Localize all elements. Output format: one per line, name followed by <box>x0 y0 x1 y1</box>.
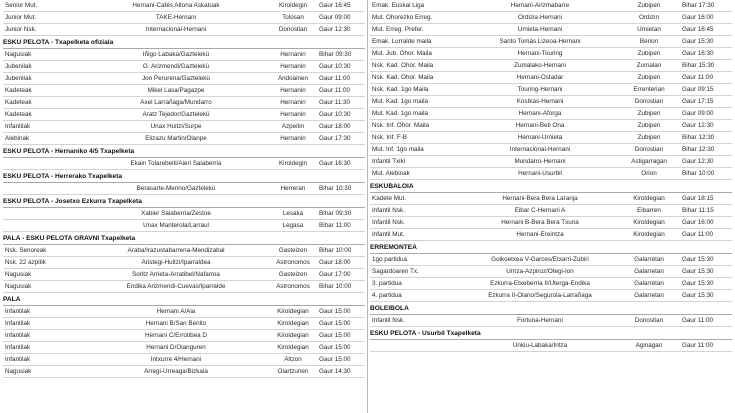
time-cell: Gaur 09:00 <box>319 14 351 21</box>
category-cell: Infantilak <box>5 123 31 130</box>
time-cell: Gaur 11:00 <box>319 87 351 94</box>
schedule-row <box>3 354 365 366</box>
schedule-row <box>370 72 732 84</box>
schedule-row <box>3 73 365 85</box>
venue-cell: Kiroldegian <box>277 344 309 351</box>
match-cell: Urriza-Azpiroz/Otegi-Ion <box>506 268 574 275</box>
time-cell: Bihar 09:30 <box>319 210 352 217</box>
time-cell: Bihar 15:30 <box>682 62 715 69</box>
category-cell: Mut. Ohorezko Erreg. <box>372 14 433 21</box>
venue-cell: Donostian <box>278 26 308 33</box>
venue-cell: Herreran <box>280 185 306 192</box>
section-header: ESKU PELOTA - Txapelketa ofiziala <box>3 36 365 49</box>
category-cell: Infantilak <box>5 356 31 363</box>
venue-cell: Oiartzunen <box>277 368 309 375</box>
schedule-row <box>370 84 732 96</box>
match-cell: Elizazu Martin/Olanpe <box>145 135 207 142</box>
time-cell: Gaur 17:00 <box>319 271 351 278</box>
schedule-right-column <box>370 0 732 413</box>
time-cell: Gaur 15:00 <box>319 320 351 327</box>
category-cell: Nsk. Inf. F-B <box>372 134 407 141</box>
match-cell: Hernani-Touring <box>517 50 563 57</box>
venue-cell: Kiroldegian <box>633 231 665 238</box>
schedule-row <box>3 245 365 257</box>
venue-cell: Donostian <box>634 146 664 153</box>
schedule-row <box>3 208 365 220</box>
schedule-row <box>370 12 732 24</box>
schedule-row <box>3 158 365 170</box>
venue-cell: Errenterian <box>633 86 665 93</box>
category-cell: Infantil Mut. <box>372 231 405 238</box>
venue-cell: Donostian <box>634 98 664 105</box>
match-cell: G. Arizmendi/Gaztelekü <box>142 63 210 70</box>
match-cell: Hernani-Urnieta <box>517 134 563 141</box>
venue-cell: Orion <box>641 170 657 177</box>
section-header: ESKUBALOIA <box>370 180 732 193</box>
category-cell: Nagusiak <box>5 271 32 278</box>
time-cell: Gaur 15:30 <box>682 256 714 263</box>
match-cell: Ordizia-Hernani <box>517 14 563 21</box>
schedule-row <box>370 193 732 205</box>
venue-cell: Zubipen <box>637 2 661 9</box>
category-cell: Kadeteak <box>5 99 32 106</box>
match-cell: Intxurre 4/Hernani <box>150 356 202 363</box>
match-cell: Hernani D/Oianguren <box>146 344 206 351</box>
schedule-row <box>370 168 732 180</box>
schedule-row <box>3 121 365 133</box>
time-cell: Gaur 18:00 <box>319 123 351 130</box>
category-cell: Infantilak <box>5 308 31 315</box>
venue-cell: Hernanin <box>280 135 306 142</box>
time-cell: Bihar 12:30 <box>682 134 715 141</box>
schedule-row <box>370 120 732 132</box>
match-cell: Internacional-Hernani <box>145 26 207 33</box>
venue-cell: Gasteizen <box>278 247 308 254</box>
venue-cell: Lesaka <box>282 210 304 217</box>
schedule-row <box>3 269 365 281</box>
venue-cell: Galarretan <box>634 268 664 275</box>
match-cell: Unax Manterola/Larraul <box>143 222 209 229</box>
schedule-row <box>3 109 365 121</box>
schedule-row <box>3 318 365 330</box>
category-cell: Infantil Nsk. <box>372 317 405 324</box>
schedule-row <box>3 85 365 97</box>
time-cell: Gaur 15:30 <box>682 268 714 275</box>
time-cell: Gaur 10:30 <box>319 111 351 118</box>
match-cell: Urnieta-Hernani <box>517 26 563 33</box>
time-cell: Bihar 12:30 <box>682 146 715 153</box>
match-cell: Ezkurra II-Olano/Segurola-Larrañaga <box>488 292 592 299</box>
venue-cell: Zubipen <box>637 110 661 117</box>
match-cell: Mikel Lasa/Pagazpe <box>147 87 205 94</box>
venue-cell: Urnietan <box>637 26 661 33</box>
category-cell: Mut. Kad. 1go maila <box>372 98 429 105</box>
venue-cell: Eibarren <box>637 207 661 214</box>
category-cell: Nsk. Inf. Ohor. Maila <box>372 122 430 129</box>
match-cell: Hernani-Usurbil <box>518 170 562 177</box>
schedule-row <box>370 132 732 144</box>
category-cell: Nsk. 22 azpitik <box>5 259 46 266</box>
time-cell: Gaur 16:00 <box>682 219 714 226</box>
venue-cell: Astronomos <box>276 283 310 290</box>
category-cell: Emak. Euskal Liga <box>372 2 425 9</box>
category-cell: Nsk. Senoreak <box>5 247 47 254</box>
match-cell: Hernani B/San Benito <box>145 320 207 327</box>
time-cell: Gaur 15:00 <box>319 332 351 339</box>
schedule-row <box>370 60 732 72</box>
schedule-row <box>370 254 732 266</box>
match-cell: Mundarro-Hernani <box>514 158 566 165</box>
category-cell: Infantil Nsk. <box>372 219 405 226</box>
time-cell: Gaur 18:15 <box>682 195 714 202</box>
time-cell: Gaur 11:00 <box>682 342 714 349</box>
schedule-row <box>3 366 365 378</box>
schedule-row <box>3 257 365 269</box>
match-cell: Ezkurra-Etxeberria II/Uterga-Endika <box>490 280 590 287</box>
section-header: ERREMONTEA <box>370 241 732 254</box>
time-cell: Bihar 17:30 <box>682 2 715 9</box>
time-cell: Gaur 14:30 <box>319 368 351 375</box>
match-cell: Hernani-Ereintza <box>516 231 564 238</box>
category-cell: Mut. Inf. 1go maila <box>372 146 424 153</box>
category-cell: Mut. Erreg. Prefer. <box>372 26 424 33</box>
schedule-row <box>370 36 732 48</box>
time-cell: Bihar 10:00 <box>682 170 715 177</box>
category-cell: Nsk. Kad. Ohor. Maila <box>372 62 434 69</box>
venue-cell: Zubipen <box>637 134 661 141</box>
section-header: BOLEIBOLA <box>370 302 732 315</box>
time-cell: Gaur 16:00 <box>682 14 714 21</box>
time-cell: Bihar 11:00 <box>319 222 351 229</box>
match-cell: Touring-Hernani <box>517 86 563 93</box>
category-cell: Senior Mut. <box>5 2 38 9</box>
venue-cell: Hernanin <box>280 51 306 58</box>
category-cell: Nsk. Kad. Ohor. Maila <box>372 74 434 81</box>
category-cell: Kadeteak <box>5 111 32 118</box>
section-header: ESKU PELOTA - Usurbil Txapelketa <box>370 327 732 340</box>
match-cell: Berasarte-Merino/Gaztelekü <box>136 185 216 192</box>
match-cell: Unkiu-Labaka/Intza <box>512 342 568 349</box>
section-header: ESKU PELOTA - Herrerako Txapelketa <box>3 170 365 183</box>
time-cell: Gaur 15:00 <box>319 344 351 351</box>
time-cell: Bihar 10:30 <box>319 185 352 192</box>
schedule-row <box>3 12 365 24</box>
section-header: PALA <box>3 293 365 306</box>
match-cell: Hernani-Arizmabarre <box>510 2 570 9</box>
schedule-row <box>370 205 732 217</box>
category-cell: Nsk. Kad. 1go Maila <box>372 86 429 93</box>
time-cell: Gaur 11:00 <box>319 75 351 82</box>
category-cell: Nagusiak <box>5 368 32 375</box>
schedule-row <box>370 278 732 290</box>
category-cell: 1go partidua <box>372 256 408 263</box>
schedule-row <box>3 220 365 232</box>
time-cell: Gaur 16:45 <box>682 26 714 33</box>
venue-cell: Galarretan <box>634 256 664 263</box>
schedule-row <box>3 183 365 195</box>
time-cell: Bihar 10:00 <box>319 283 352 290</box>
schedule-row <box>370 290 732 302</box>
category-cell: Sagardoaren Tx. <box>372 268 419 275</box>
venue-cell: Zumalan <box>636 62 662 69</box>
venue-cell: Legasa <box>282 222 304 229</box>
category-cell: Infantil Txiki <box>372 158 406 165</box>
schedule-row <box>370 0 732 12</box>
time-cell: Gaur 15:00 <box>319 308 351 315</box>
time-cell: Gaur 15:30 <box>682 38 714 45</box>
category-cell: Infantilak <box>5 320 31 327</box>
category-cell: Mut. Jub. Ohor. Maila <box>372 50 432 57</box>
match-cell: Araba/Irazustabarrena-Mendizabal <box>127 247 225 254</box>
match-cell: Soritz Arrieta-Arratibel/Nafarroa <box>132 271 220 278</box>
match-cell: Hernani-Cafés Altona Askatuak <box>132 2 220 9</box>
venue-cell: Galarretan <box>634 280 664 287</box>
section-header: PALA - ESKU PELOTA GRAVNI Txapelketa <box>3 232 365 245</box>
schedule-row <box>3 330 365 342</box>
category-cell: Junior Mut. <box>5 14 37 21</box>
venue-cell: Kiroldegian <box>277 308 309 315</box>
schedule-row <box>370 266 732 278</box>
venue-cell: Kiroldegian <box>633 219 665 226</box>
venue-cell: Kiroldegin <box>278 2 307 9</box>
schedule-row <box>370 229 732 241</box>
venue-cell: Zubipen <box>637 122 661 129</box>
match-cell: TAKE-Hernani <box>155 14 197 21</box>
category-cell: 4. partidua <box>372 292 402 299</box>
match-cell: Xabier Salaberria/Zestoe <box>141 210 211 217</box>
venue-cell: Astigarragan <box>631 158 667 165</box>
category-cell: Mut. Alebinak <box>372 170 410 177</box>
time-cell: Gaur 12:30 <box>682 122 714 129</box>
match-cell: Unax Huitzi/Surpe <box>150 123 202 130</box>
venue-cell: Kiroldegin <box>278 160 307 167</box>
time-cell: Gaur 09:00 <box>682 110 714 117</box>
schedule-row <box>3 306 365 318</box>
time-cell: Gaur 09:15 <box>682 86 714 93</box>
schedule-row <box>3 24 365 36</box>
category-cell: Alebinak <box>5 135 30 142</box>
venue-cell: Tolosan <box>282 14 304 21</box>
schedule-row <box>370 108 732 120</box>
time-cell: Gaur 16:30 <box>319 160 351 167</box>
venue-cell: Gasteizen <box>278 271 308 278</box>
time-cell: Gaur 11:00 <box>682 74 714 81</box>
match-cell: Arregi-Urreaga/Bizkaia <box>144 368 208 375</box>
schedule-row <box>370 24 732 36</box>
match-cell: Axel Larrañaga/Mundarro <box>140 99 212 106</box>
match-cell: Ekain Tolarebeiti/Aieri Salaberria <box>130 160 222 167</box>
match-cell: Hernani B-Bera Bera Txuria <box>501 219 579 226</box>
schedule-row <box>370 96 732 108</box>
venue-cell: Hernanin <box>280 99 306 106</box>
venue-cell: Altzon <box>284 356 302 363</box>
match-cell: Jon Perurena/Gaztelekü <box>142 75 210 82</box>
time-cell: Gaur 10:30 <box>319 63 351 70</box>
category-cell: Infantil Nsk. <box>372 207 405 214</box>
match-cell: Iñigo Labaka/Gaztelekü <box>142 51 210 58</box>
time-cell: Bihar 10:00 <box>319 247 352 254</box>
category-cell: Jubenilak <box>5 75 32 82</box>
schedule-row <box>370 48 732 60</box>
venue-cell: Kiroldegian <box>277 332 309 339</box>
match-cell: Endika Arizmendi-Cuevas/Iparralde <box>126 283 226 290</box>
venue-cell: Kiroldegian <box>633 195 665 202</box>
time-cell: Gaur 11:00 <box>682 317 714 324</box>
time-cell: Gaur 17:30 <box>319 135 351 142</box>
venue-cell: Ordizin <box>639 14 659 21</box>
column-divider <box>367 0 368 413</box>
schedule-row <box>3 0 365 12</box>
match-cell: Kostkas-Hernani <box>516 98 564 105</box>
category-cell: Kadete Mut. <box>372 195 406 202</box>
venue-cell: Aginagan <box>635 342 663 349</box>
match-cell: Hernani-Aforga <box>518 110 562 117</box>
venue-cell: Zubipen <box>637 74 661 81</box>
category-cell: Junior Nsk. <box>5 26 37 33</box>
match-cell: Hernani-Beti Ona <box>515 122 565 129</box>
category-cell: Emak. Lurralde maila <box>372 38 432 45</box>
time-cell: Gaur 12:30 <box>319 26 351 33</box>
venue-cell: Hernanin <box>280 111 306 118</box>
time-cell: Bihar 11:15 <box>682 207 714 214</box>
venue-cell: Zubipen <box>637 50 661 57</box>
schedule-row <box>3 281 365 293</box>
time-cell: Gaur 16:30 <box>682 50 714 57</box>
category-cell: Jubenilak <box>5 63 32 70</box>
schedule-row <box>370 144 732 156</box>
match-cell: Santo Tomás Lizeoa-Hernani <box>499 38 581 45</box>
category-cell: Kadeteak <box>5 87 32 94</box>
schedule-row <box>370 217 732 229</box>
match-cell: Aristegi-Huitzi/Iparraldea <box>141 259 211 266</box>
match-cell: Fortuna-Hernani <box>517 317 563 324</box>
venue-cell: Azpeitin <box>281 123 305 130</box>
venue-cell: Hernanin <box>280 87 306 94</box>
venue-cell: Astronomos <box>276 259 310 266</box>
match-cell: Hernani-Bera Bera Laranja <box>502 195 578 202</box>
category-cell: Infantilak <box>5 332 31 339</box>
venue-cell: Berion <box>639 38 659 45</box>
venue-cell: Galarretan <box>634 292 664 299</box>
match-cell: Eibar C-Hernani A <box>514 207 566 214</box>
category-cell: Nagusiak <box>5 51 32 58</box>
schedule-row <box>370 340 732 352</box>
match-cell: Zumalako-Hernani <box>514 62 566 69</box>
match-cell: Aratz Tejedor/Gaztelekü <box>142 111 210 118</box>
time-cell: Gaur 16:45 <box>319 2 351 9</box>
match-cell: Hernani C/Errotibea D <box>145 332 207 339</box>
match-cell: Hernani A/Aia <box>156 308 196 315</box>
time-cell: Gaur 11:00 <box>682 231 714 238</box>
category-cell: Infantilak <box>5 344 31 351</box>
schedule-row <box>3 133 365 145</box>
category-cell: Mut. Kad. 1go maila <box>372 110 429 117</box>
time-cell: Gaur 15:30 <box>682 292 714 299</box>
venue-cell: Donostian <box>634 317 664 324</box>
time-cell: Gaur 15:00 <box>319 356 351 363</box>
match-cell: Goikoetxea V-Garces/Etxarri-Zubiri <box>491 256 589 263</box>
time-cell: Gaur 17:15 <box>682 98 714 105</box>
venue-cell: Kiroldegian <box>277 320 309 327</box>
time-cell: Gaur 18:00 <box>319 259 351 266</box>
time-cell: Gaur 12:30 <box>682 158 714 165</box>
category-cell: Nagusiak <box>5 283 32 290</box>
section-header: ESKU PELOTA - Josetxo Ezkurra Txapelketa <box>3 195 365 208</box>
section-header: ESKU PELOTA - Hernaniko 4/5 Txapelketa <box>3 145 365 158</box>
schedule-row <box>3 61 365 73</box>
category-cell: 3. partidua <box>372 280 402 287</box>
schedule-left-column <box>3 0 365 413</box>
match-cell: Internacional-Hernani <box>509 146 571 153</box>
time-cell: Gaur 15:30 <box>682 280 714 287</box>
schedule-row <box>370 156 732 168</box>
schedule-row <box>3 342 365 354</box>
time-cell: Gaur 11:30 <box>319 99 351 106</box>
schedule-row <box>3 97 365 109</box>
schedule-row <box>370 315 732 327</box>
time-cell: Bihar 09:30 <box>319 51 352 58</box>
match-cell: Hernani-Ostadar <box>516 74 564 81</box>
venue-cell: Andoainen <box>277 75 309 82</box>
venue-cell: Hernanin <box>280 63 306 70</box>
schedule-row <box>3 49 365 61</box>
